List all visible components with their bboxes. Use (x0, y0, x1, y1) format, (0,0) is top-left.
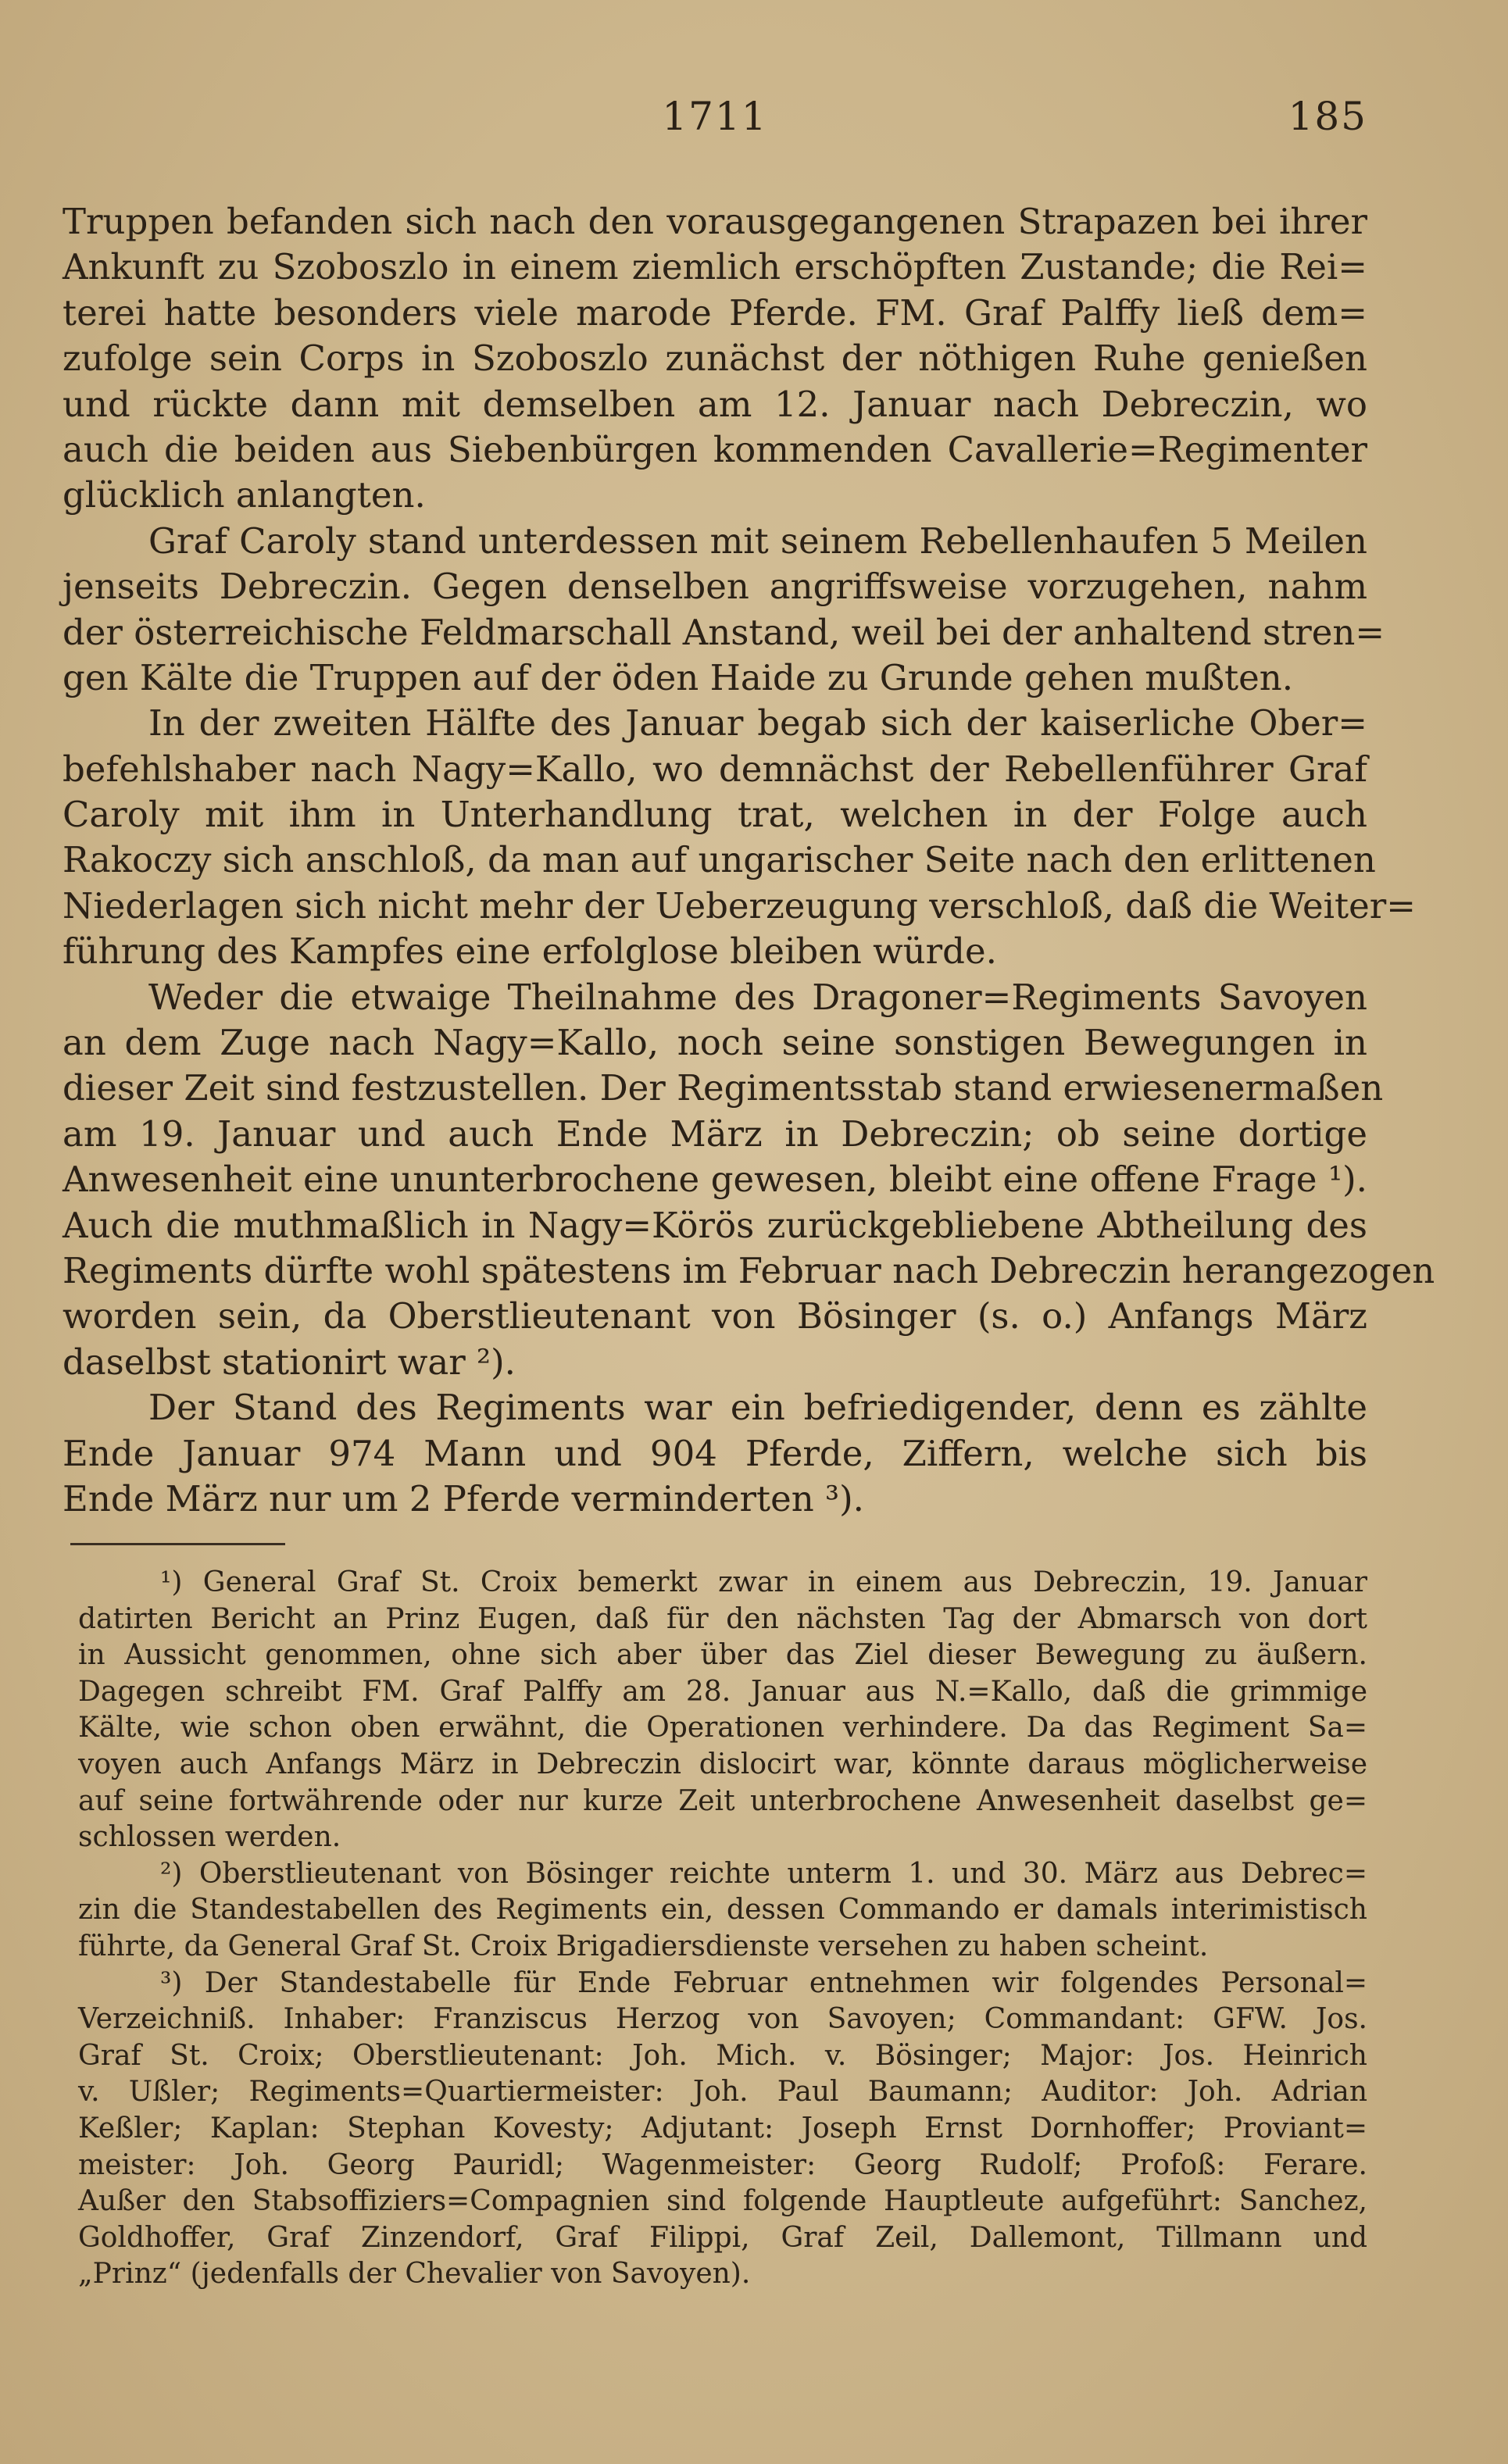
text-line: gen Kälte die Truppen auf der öden Haide zu Grunde gehen mußten. (63, 656, 1293, 698)
text-line: der österreichische Feldmarschall Anstand, weil bei der anhaltend stren= (63, 611, 1385, 653)
footnote-line: v. Ußler; Regiments=Quartiermeister: Joh. Paul Baumann; Auditor: Joh. Adrian (78, 2076, 1367, 2109)
text-line: Rakoczy sich anschloß, da man auf ungarischer Seite nach den erlittenen (63, 839, 1376, 881)
text-line: Truppen befanden sich nach den vorausgegangenen Strapazen bei ihrer (63, 201, 1367, 242)
text-line: an dem Zuge nach Nagy=Kallo, noch seine sonstigen Bewegungen in (63, 1022, 1367, 1064)
text-line: jenseits Debreczin. Gegen denselben angriffsweise vorzugehen, nahm (63, 566, 1367, 608)
footnote-line: datirten Bericht an Prinz Eugen, daß für den nächsten Tag der Abmarsch von dort (78, 1602, 1367, 1635)
text-line: daselbst stationirt war ²). (63, 1341, 516, 1383)
text-line: Regiments dürfte wohl spätestens im Februar nach Debreczin herangezogen (63, 1249, 1435, 1291)
text-line: Graf Caroly stand unterdessen mit seinem Rebellenhaufen 5 Meilen (148, 520, 1367, 562)
text-line: Anwesenheit eine ununterbrochene gewesen, bleibt eine offene Frage ¹). (63, 1159, 1367, 1201)
footnote-line: Kälte, wie schon oben erwähnt, die Operationen verhindere. Da das Regiment Sa= (78, 1712, 1367, 1744)
footnote-line: zin die Standestabellen des Regiments ein, dessen Commando er damals interimistisch (78, 1894, 1367, 1927)
footnote-line: meister: Joh. Georg Pauridl; Wagenmeister: Georg Rudolf; Profoß: Ferare. (78, 2148, 1367, 2181)
footnote-line: ²) Oberstlieutenant von Bösinger reichte unterm 1. und 30. März aus Debrec= (160, 1857, 1367, 1890)
text-line: Niederlagen sich nicht mehr der Ueberzeugung verschloß, daß die Weiter= (63, 884, 1416, 927)
footnote-line: ³) Der Standestabelle für Ende Februar entnehmen wir folgendes Personal= (160, 1966, 1367, 1999)
text-line: am 19. Januar und auch Ende März in Debreczin; ob seine dortige (63, 1112, 1367, 1155)
footnote-line: Außer den Stabsoffiziers=Compagnien sind folgende Hauptleute aufgeführt: Sanchez, (78, 2185, 1367, 2218)
footnote-line: Goldhoffer, Graf Zinzendorf, Graf Filippi, Graf Zeil, Dallemont, Tillmann und (78, 2221, 1367, 2254)
running-header (63, 94, 1367, 148)
main-text (63, 199, 1435, 1522)
text-line: worden sein, da Oberstlieutenant von Bösinger (s. o.) Anfangs März (63, 1295, 1367, 1337)
text-line: befehlshaber nach Nagy=Kallo, wo demnächst der Rebellenführer Graf (63, 748, 1367, 790)
footnote-line: Dagegen schreibt FM. Graf Palffy am 28. Januar aus N.=Kallo, daß die grimmige (78, 1675, 1367, 1708)
text-line: zufolge sein Corps in Szoboszlo zunächst der nöthigen Ruhe genießen (63, 337, 1367, 380)
text-line: führung des Kampfes eine erfolglose bleiben würde. (63, 930, 997, 973)
footnote-line: in Aussicht genommen, ohne sich aber über das Ziel dieser Bewegung zu äußern. (78, 1639, 1367, 1672)
footnote-line: voyen auch Anfangs März in Debreczin dislocirt war, könnte daraus möglicherweise (78, 1748, 1367, 1780)
text-line: dieser Zeit sind festzustellen. Der Regimentsstab stand erwiesenermaßen (63, 1067, 1384, 1109)
footnotes (78, 1565, 1367, 2293)
footnote-line: „Prinz“ (jedenfalls der Chevalier von Savoyen). (78, 2258, 751, 2291)
text-line: Auch die muthmaßlich in Nagy=Körös zurückgebliebene Abtheilung des (63, 1204, 1367, 1246)
footnote-line: Graf St. Croix; Oberstlieutenant: Joh. Mich. v. Bösinger; Major: Jos. Heinrich (78, 2039, 1367, 2072)
text-line: glücklich anlangten. (63, 474, 426, 516)
footnote-line: ¹) General Graf St. Croix bemerkt zwar in einem aus Debreczin, 19. Januar (160, 1566, 1367, 1598)
text-line: Ende März nur um 2 Pferde verminderten ³). (63, 1477, 864, 1519)
text-line: Ankunft zu Szoboszlo in einem ziemlich erschöpften Zustande; die Rei= (63, 246, 1367, 288)
footnote-line: schlossen werden. (78, 1821, 341, 1854)
text-line: Der Stand des Regiments war ein befriedigender, denn es zählte (148, 1387, 1367, 1429)
text-line: auch die beiden aus Siebenbürgen kommenden Cavallerie=Regimenter (63, 428, 1367, 470)
footnote-line: führte, da General Graf St. Croix Brigadiersdienste versehen zu haben scheint. (78, 1930, 1209, 1962)
page-number: 185 (1288, 94, 1367, 139)
text-line: terei hatte besonders viele marode Pferde. FM. Graf Palffy ließ dem= (63, 291, 1367, 334)
header-year: 1711 (662, 94, 768, 139)
text-line: In der zweiten Hälfte des Januar begab sich der kaiserliche Ober= (148, 702, 1367, 745)
text-line: Ende Januar 974 Mann und 904 Pferde, Ziffern, welche sich bis (63, 1432, 1367, 1474)
footnote-line: auf seine fortwährende oder nur kurze Zeit unterbrochene Anwesenheit daselbst ge= (78, 1784, 1367, 1817)
text-line: und rückte dann mit demselben am 12. Januar nach Debreczin, wo (63, 383, 1367, 425)
footnote-separator (70, 1543, 285, 1545)
footnote-line: Keßler; Kaplan: Stephan Kovesty; Adjutant: Joseph Ernst Dornhoffer; Proviant= (78, 2112, 1367, 2144)
text-line: Caroly mit ihm in Unterhandlung trat, welchen in der Folge auch (63, 794, 1367, 836)
footnote-line: Verzeichniß. Inhaber: Franziscus Herzog von Savoyen; Commandant: GFW. Jos. (78, 2003, 1367, 2036)
text-line: Weder die etwaige Theilnahme des Dragoner=Regiments Savoyen (148, 976, 1367, 1018)
